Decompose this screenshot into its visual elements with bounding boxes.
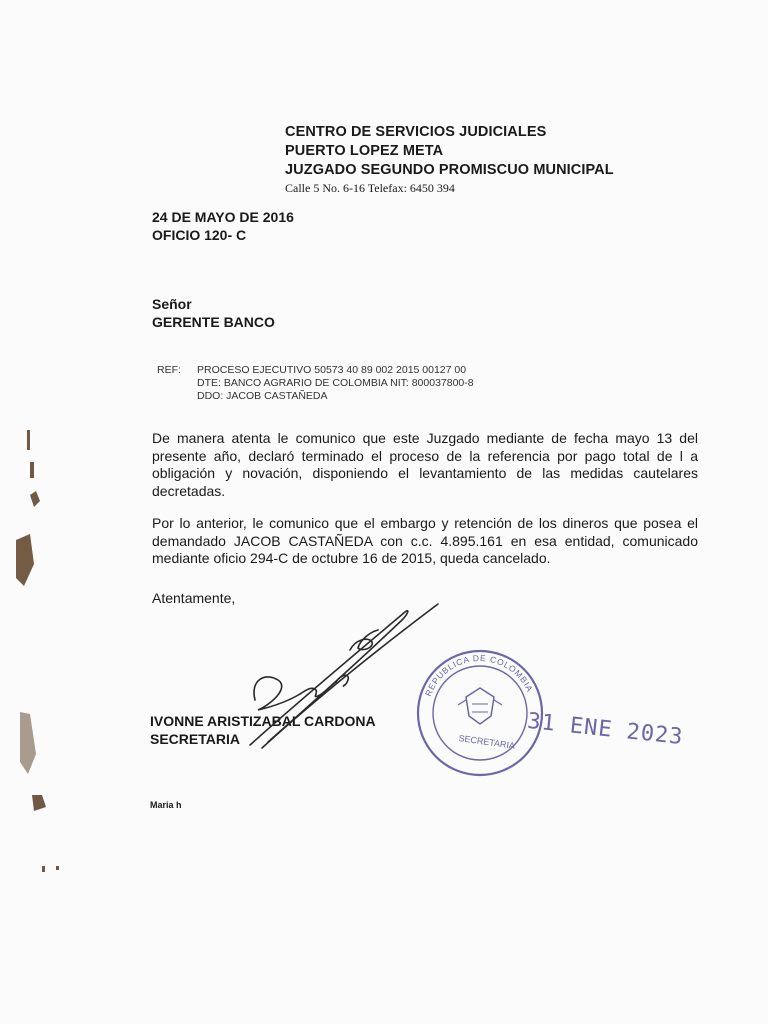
letterhead-line-1: CENTRO DE SERVICIOS JUDICIALES [285,124,547,140]
ref-ddo: DDO: JACOB CASTAÑEDA [197,390,328,402]
letterhead-line-3: JUZGADO SEGUNDO PROMISCUO MUNICIPAL [285,162,614,178]
ref-value: PROCESO EJECUTIVO 50573 40 89 002 2015 00127 00 [197,364,467,376]
received-date-stamp: 31 ENE 2023 [526,708,685,751]
ref-label: REF: [157,364,181,376]
recipient-salutation: Señor [152,296,192,312]
seal-center-text: SECRETARIA [457,733,516,751]
typist-initials: Maria h [150,800,182,810]
body-paragraph-1: De manera atenta le comunico que este Juzgado mediante de fecha mayo 13 del presente año, declaró terminado el proceso de la referencia por pago total de l a obligación y novación, disponiendo el levantamiento de las medidas cautelares decretadas. [152,430,698,499]
seal-ring-text: REPUBLICA DE COLOMBIA [423,652,536,698]
closing: Atentamente, [152,590,236,606]
body-paragraph-2: Por lo anterior, le comunico que el embargo y retención de los dineros que posea el demandado JACOB CASTAÑEDA con c.c. 4.895.161 en esa entidad, comunicado mediante oficio 294-C de octubre 16 de 2015, queda cancelado. [152,515,698,566]
letter-date: 24 DE MAYO DE 2016 [152,209,294,225]
signer-role: SECRETARIA [150,731,240,747]
letterhead-address: Calle 5 No. 6-16 Telefax: 6450 394 [285,181,455,195]
signer-name: IVONNE ARISTIZABAL CARDONA [150,713,376,729]
letterhead-line-2: PUERTO LOPEZ META [285,143,444,159]
ref-dte: DTE: BANCO AGRARIO DE COLOMBIA NIT: 800037800-8 [197,377,474,389]
recipient-title: GERENTE BANCO [152,314,275,330]
oficio-number: OFICIO 120- C [152,227,247,243]
